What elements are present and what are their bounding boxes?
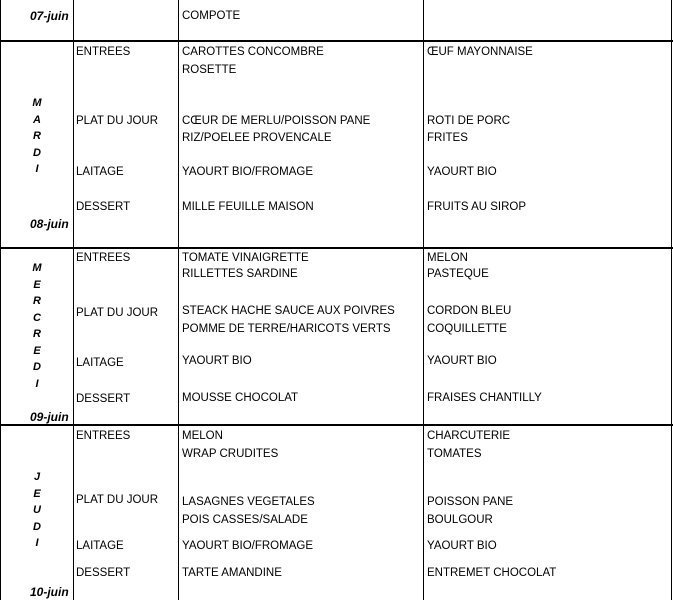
menu2-item: ROTI DE PORC (427, 115, 511, 127)
day-letter: E (33, 278, 41, 291)
menu1-item: YAOURT BIO/FROMAGE (182, 540, 313, 552)
day-date: 07-juin (30, 9, 69, 23)
menu1-item: CŒUR DE MERLU/POISSON PANE (182, 115, 371, 127)
day-letter: R (33, 328, 41, 340)
menu2-item: ŒUF MAYONNAISE (427, 46, 533, 58)
table-border-left (0, 0, 1, 600)
category-label: LAITAGE (76, 166, 124, 178)
menu2-item: CHARCUTERIE (427, 430, 511, 442)
day-separator (0, 40, 673, 42)
menu1-item: LASAGNES VEGETALES (182, 496, 315, 508)
day-letter: M (32, 262, 42, 274)
day-letter: C (33, 311, 41, 324)
category-label: DESSERT (76, 393, 131, 405)
day-letter: R (33, 130, 41, 142)
day-letter: R (33, 295, 41, 307)
day-letter: I (35, 163, 39, 175)
menu2-item: FRUITS AU SIROP (427, 201, 527, 213)
menu2-item: YAOURT BIO (427, 166, 497, 178)
table-border-right (671, 0, 672, 600)
menu2-item: YAOURT BIO (427, 540, 497, 552)
menu2-item: COQUILLETTE (427, 323, 507, 335)
menu1-item: RILLETTES SARDINE (182, 268, 298, 280)
day-name-vertical (30, 96, 44, 179)
column-divider (423, 0, 424, 600)
menu1-item: WRAP CRUDITES (182, 448, 279, 460)
menu1-item: STEACK HACHE SAUCE AUX POIVRES (182, 305, 395, 317)
day-letter: D (33, 520, 41, 533)
menu2-item: ENTREMET CHOCOLAT (427, 567, 557, 579)
menu1-item: MOUSSE CHOCOLAT (182, 392, 299, 404)
menu1-item: MELON (182, 430, 223, 442)
day-letter: M (32, 97, 42, 109)
category-label: LAITAGE (76, 357, 124, 369)
day-letter: I (35, 537, 39, 549)
menu2-item: TOMATES (427, 448, 482, 460)
menu2-item: BOULGOUR (427, 514, 493, 526)
day-letter: E (33, 487, 41, 500)
day-letter: J (33, 471, 41, 483)
menu1-item: YAOURT BIO/FROMAGE (182, 166, 313, 178)
menu1-item: YAOURT BIO (182, 355, 252, 367)
day-name-vertical (30, 261, 44, 393)
category-label: LAITAGE (76, 540, 124, 552)
day-separator (0, 247, 673, 249)
menu2-item: FRITES (427, 132, 468, 144)
category-label: PLAT DU JOUR (76, 307, 159, 319)
day-letter: D (33, 146, 41, 159)
day-name-vertical (30, 470, 44, 553)
day-letter: I (35, 377, 39, 390)
menu2-item: PASTEQUE (427, 268, 489, 280)
menu1-item: POMME DE TERRE/HARICOTS VERTS (182, 323, 391, 335)
column-divider (178, 0, 179, 600)
day-separator (0, 424, 673, 426)
menu2-item: FRAISES CHANTILLY (427, 392, 542, 404)
menu2-item: MELON (427, 252, 468, 264)
column-divider (73, 0, 74, 600)
category-label: DESSERT (76, 567, 131, 579)
menu2-item: YAOURT BIO (427, 355, 497, 367)
menu2-item: POISSON PANE (427, 496, 514, 508)
day-letter: U (33, 504, 41, 516)
category-label: ENTREES (76, 430, 131, 442)
category-label: PLAT DU JOUR (76, 115, 159, 127)
day-date: 10-juin (30, 585, 69, 599)
day-letter: E (33, 344, 41, 357)
menu1-item: TARTE AMANDINE (182, 567, 282, 579)
menu1-item: CAROTTES CONCOMBRE (182, 46, 324, 58)
menu1-item: RIZ/POELEE PROVENCALE (182, 132, 332, 144)
menu-item: COMPOTE (182, 10, 241, 22)
category-label: ENTREES (76, 46, 131, 58)
category-label: DESSERT (76, 201, 131, 213)
day-letter: A (33, 113, 41, 126)
menu1-item: ROSETTE (182, 64, 237, 76)
category-label: PLAT DU JOUR (76, 494, 159, 506)
menu1-item: MILLE FEUILLE MAISON (182, 201, 314, 213)
menu1-item: POIS CASSES/SALADE (182, 514, 308, 526)
menu1-item: TOMATE VINAIGRETTE (182, 252, 309, 264)
day-date: 09-juin (30, 410, 69, 424)
day-date: 08-juin (30, 217, 69, 231)
category-label: ENTREES (76, 252, 131, 264)
menu2-item: CORDON BLEU (427, 305, 512, 317)
day-letter: D (33, 361, 41, 373)
